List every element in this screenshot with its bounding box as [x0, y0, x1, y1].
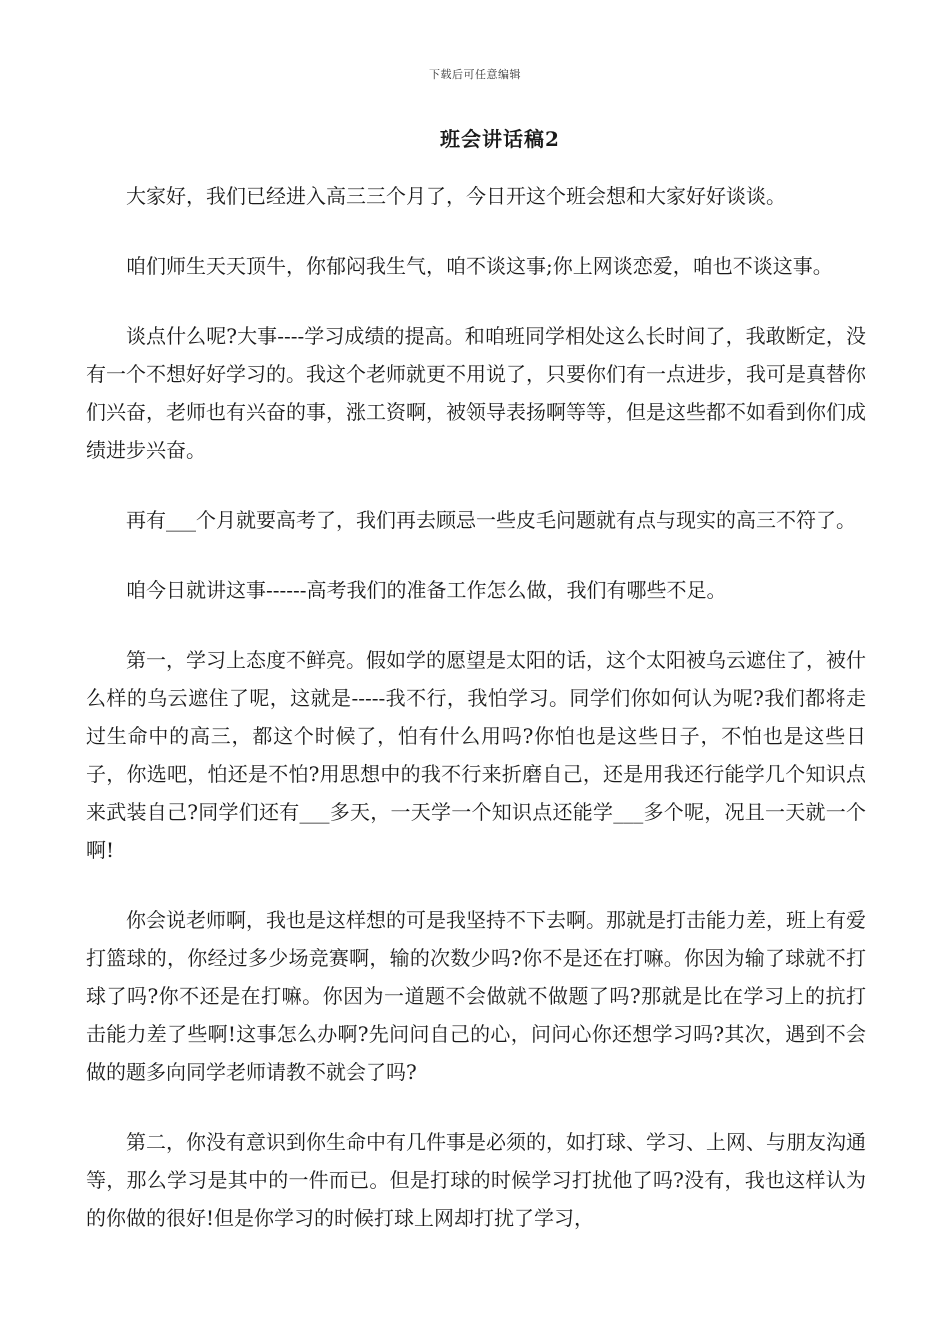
paragraph: 你会说老师啊，我也是这样想的可是我坚持不下去啊。那就是打击能力差，班上有爱打篮球的，你经过多少场竞赛啊，输的次数少吗?你不是还在打嘛。你因为输了球就不打球了吗?你不还是在打嘛。你因为一道题不会做就不做题了吗?那就是比在学习上的抗打击能力差了些啊!这事怎么办啊?先问问自己的心，问问心你还想学习吗?其次，遇到不会做的题多向同学老师请教不就会了吗?: [86, 908, 866, 1084]
paragraph: 第二，你没有意识到你生命中有几件事是必须的，如打球、学习、上网、与朋友沟通等，那么学习是其中的一件而已。但是打球的时候学习打扰他了吗?没有，我也这样认为的你做的很好!但是你学习的时候打球上网却打扰了学习，: [86, 1130, 866, 1230]
paragraph: 咱们师生天天顶牛，你郁闷我生气，咱不谈这事;你上网谈恋爱，咱也不谈这事。: [126, 254, 833, 278]
document-title: 班会讲话稿2: [440, 127, 560, 151]
document-body: [86, 177, 866, 1269]
header-note: 下载后可任意编辑: [429, 68, 521, 81]
paragraph: 咱今日就讲这事------高考我们的准备工作怎么做，我们有哪些不足。: [126, 578, 727, 602]
paragraph: 谈点什么呢?大事----学习成绩的提高。和咱班同学相处这么长时间了，我敢断定，没有一个不想好好学习的。我这个老师就更不用说了，只要你们有一点进步，我可是真替你们兴奋，老师也有兴奋的事，涨工资啊，被领导表扬啊等等，但是这些都不如看到你们成绩进步兴奋。: [86, 324, 866, 462]
paragraph: 大家好，我们已经进入高三三个月了，今日开这个班会想和大家好好谈谈。: [126, 184, 786, 208]
paragraph: 第一，学习上态度不鲜亮。假如学的愿望是太阳的话，这个太阳被乌云遮住了，被什么样的乌云遮住了呢，这就是-----我不行，我怕学习。同学们你如何认为呢?我们都将走过生命中的高三，都这个时候了，怕有什么用吗?你怕也是这些日子，不怕也是这些日子，你选吧，怕还是不怕?用思想中的我不行来折磨自己，还是用我还行能学几个知识点来武装自己?同学们还有___多天，一天学一个知识点还能学___多个呢，况且一天就一个啊!: [86, 648, 866, 862]
paragraph: 再有___个月就要高考了，我们再去顾忌一些皮毛问题就有点与现实的高三不符了。: [126, 508, 856, 532]
